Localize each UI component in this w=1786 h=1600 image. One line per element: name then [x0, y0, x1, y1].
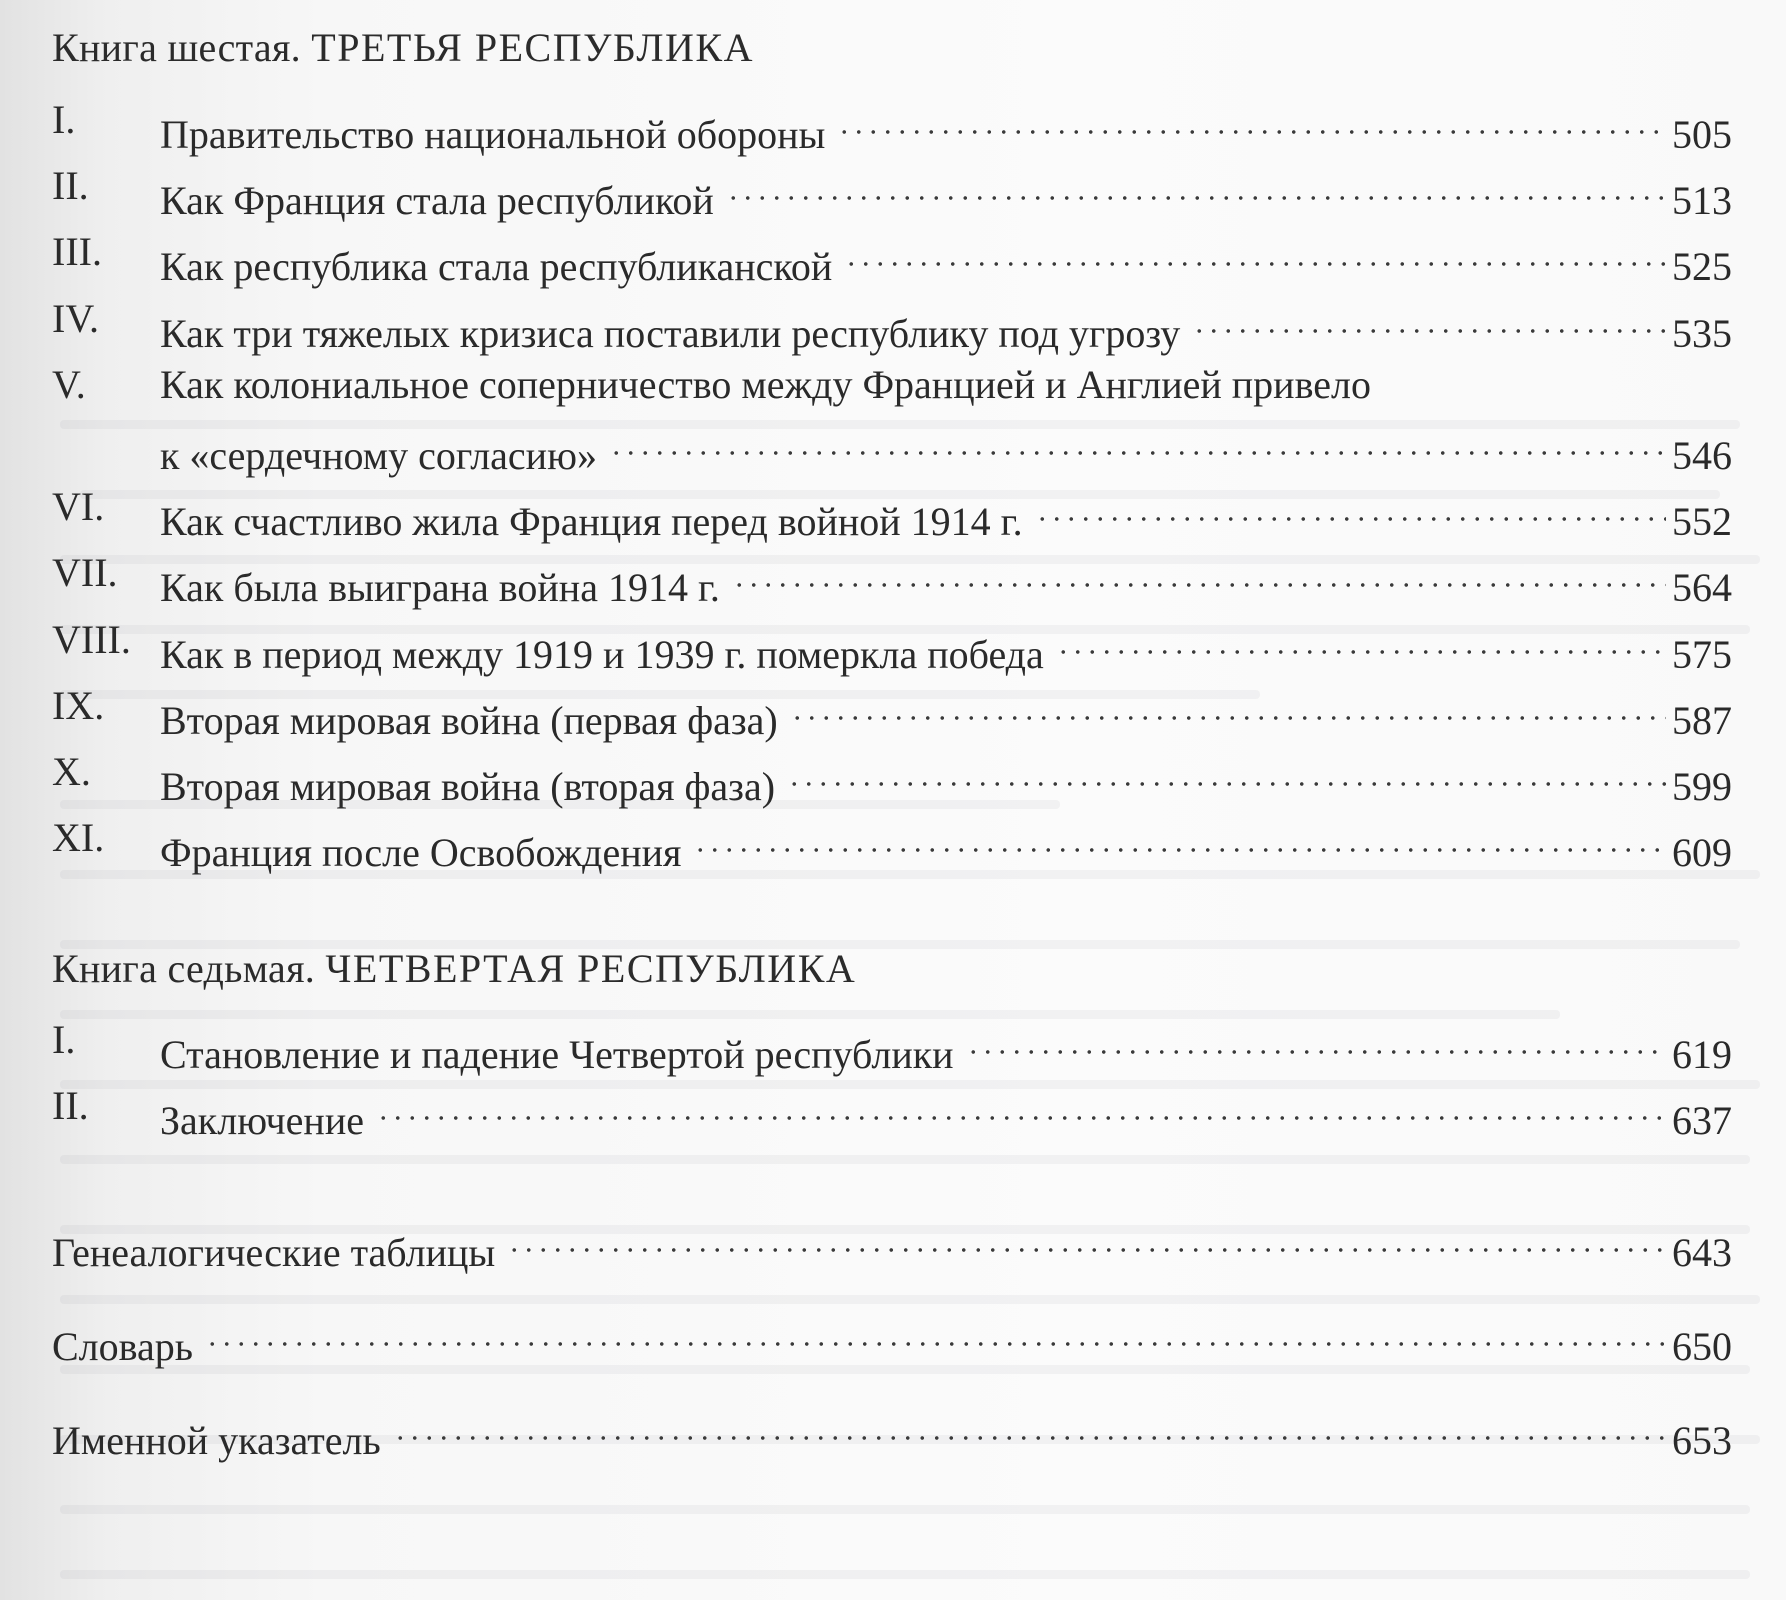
chapter-title: Как счастливо жила Франция перед войной 1914 г. [160, 499, 1023, 544]
chapter-number: VIII. [52, 617, 131, 662]
page-number: 653 [1672, 1418, 1732, 1463]
dot-leader [1188, 291, 1666, 347]
dot-leader [962, 1012, 1666, 1068]
toc-entry[interactable] [52, 1078, 1732, 1143]
page-number: 650 [1672, 1324, 1732, 1369]
page-number: 505 [1672, 112, 1732, 157]
page-number: 513 [1672, 178, 1732, 223]
chapter-number: I. [52, 1017, 76, 1062]
dot-leader [722, 158, 1666, 214]
chapter-number: V. [52, 362, 86, 407]
book-label: Книга седьмая. [52, 946, 316, 991]
dot-leader [689, 810, 1666, 866]
chapter-number: III. [52, 229, 102, 274]
toc-entry-multiline[interactable] [52, 357, 1732, 413]
dot-leader [1052, 612, 1666, 668]
toc-entry[interactable] [52, 810, 1732, 875]
page-number: 525 [1672, 244, 1732, 289]
chapter-number: IX. [52, 683, 105, 728]
chapter-number: XI. [52, 815, 105, 860]
page-number: 609 [1672, 830, 1732, 875]
toc-entry[interactable] [52, 612, 1732, 677]
book-title: ЧЕТВЕРТАЯ РЕСПУБЛИКА [325, 946, 857, 991]
chapter-title: Как три тяжелых кризиса поставили республику под угрозу [160, 311, 1181, 356]
dot-leader [389, 1398, 1666, 1454]
chapter-title: Франция после Освобождения [160, 830, 682, 875]
toc-entry-appendix[interactable] [52, 1304, 1732, 1369]
chapter-number: II. [52, 1083, 89, 1128]
chapter-title-line-2: к «сердечному согласию» [160, 433, 597, 478]
toc-entry-appendix[interactable] [52, 1210, 1732, 1275]
page-number: 599 [1672, 764, 1732, 809]
dot-leader [786, 678, 1666, 734]
dot-leader [605, 413, 1666, 469]
page-number: 564 [1672, 565, 1732, 610]
page-number: 587 [1672, 698, 1732, 743]
page-number: 619 [1672, 1032, 1732, 1077]
dot-leader [840, 224, 1666, 280]
chapter-title: Становление и падение Четвертой республики [160, 1032, 954, 1077]
chapter-title: Заключение [160, 1098, 364, 1143]
dot-leader [783, 744, 1666, 800]
page-number: 575 [1672, 632, 1732, 677]
chapter-number: VI. [52, 484, 105, 529]
page-number: 535 [1672, 311, 1732, 356]
chapter-title: Как Франция стала республикой [160, 178, 714, 223]
chapter-title: Как республика стала республиканской [160, 244, 833, 289]
chapter-title: Правительство национальной обороны [160, 112, 826, 157]
chapter-title: Вторая мировая война (вторая фаза) [160, 764, 776, 809]
page-number: 643 [1672, 1230, 1732, 1275]
appendix-title: Именной указатель [52, 1418, 381, 1463]
toc-entry[interactable] [52, 92, 1732, 157]
appendix-title: Генеалогические таблицы [52, 1230, 496, 1275]
page-number: 546 [1672, 433, 1732, 478]
chapter-title: Как в период между 1919 и 1939 г. померкла победа [160, 632, 1044, 677]
toc-entry[interactable] [52, 158, 1732, 223]
book-heading-6 [52, 24, 754, 71]
chapter-title: Вторая мировая война (первая фаза) [160, 698, 778, 743]
toc-entry[interactable] [52, 291, 1732, 356]
appendix-title: Словарь [52, 1324, 193, 1369]
page-number: 637 [1672, 1098, 1732, 1143]
chapter-title-line-1: Как колониальное соперничество между Францией и Англией привело [160, 362, 1371, 407]
toc-entry[interactable] [52, 479, 1732, 544]
book-label: Книга шестая. [52, 25, 301, 70]
chapter-number: II. [52, 163, 89, 208]
page-number: 552 [1672, 499, 1732, 544]
toc-entry-continuation[interactable] [52, 413, 1732, 478]
dot-leader [1031, 479, 1666, 535]
toc-entry[interactable] [52, 224, 1732, 289]
dot-leader [728, 545, 1666, 601]
dot-leader [201, 1304, 1666, 1360]
toc-entry[interactable] [52, 1012, 1732, 1077]
dot-leader [833, 92, 1666, 148]
chapter-number: VII. [52, 550, 118, 595]
chapter-number: I. [52, 97, 76, 142]
chapter-number: X. [52, 749, 91, 794]
dot-leader [372, 1078, 1666, 1134]
toc-entry[interactable] [52, 744, 1732, 809]
toc-entry[interactable] [52, 545, 1732, 610]
book-heading-7 [52, 945, 856, 992]
chapter-title: Как была выиграна война 1914 г. [160, 565, 720, 610]
toc-entry[interactable] [52, 678, 1732, 743]
dot-leader [503, 1210, 1666, 1266]
chapter-number: IV. [52, 296, 100, 341]
toc-entry-appendix[interactable] [52, 1398, 1732, 1463]
book-title: ТРЕТЬЯ РЕСПУБЛИКА [311, 25, 754, 70]
